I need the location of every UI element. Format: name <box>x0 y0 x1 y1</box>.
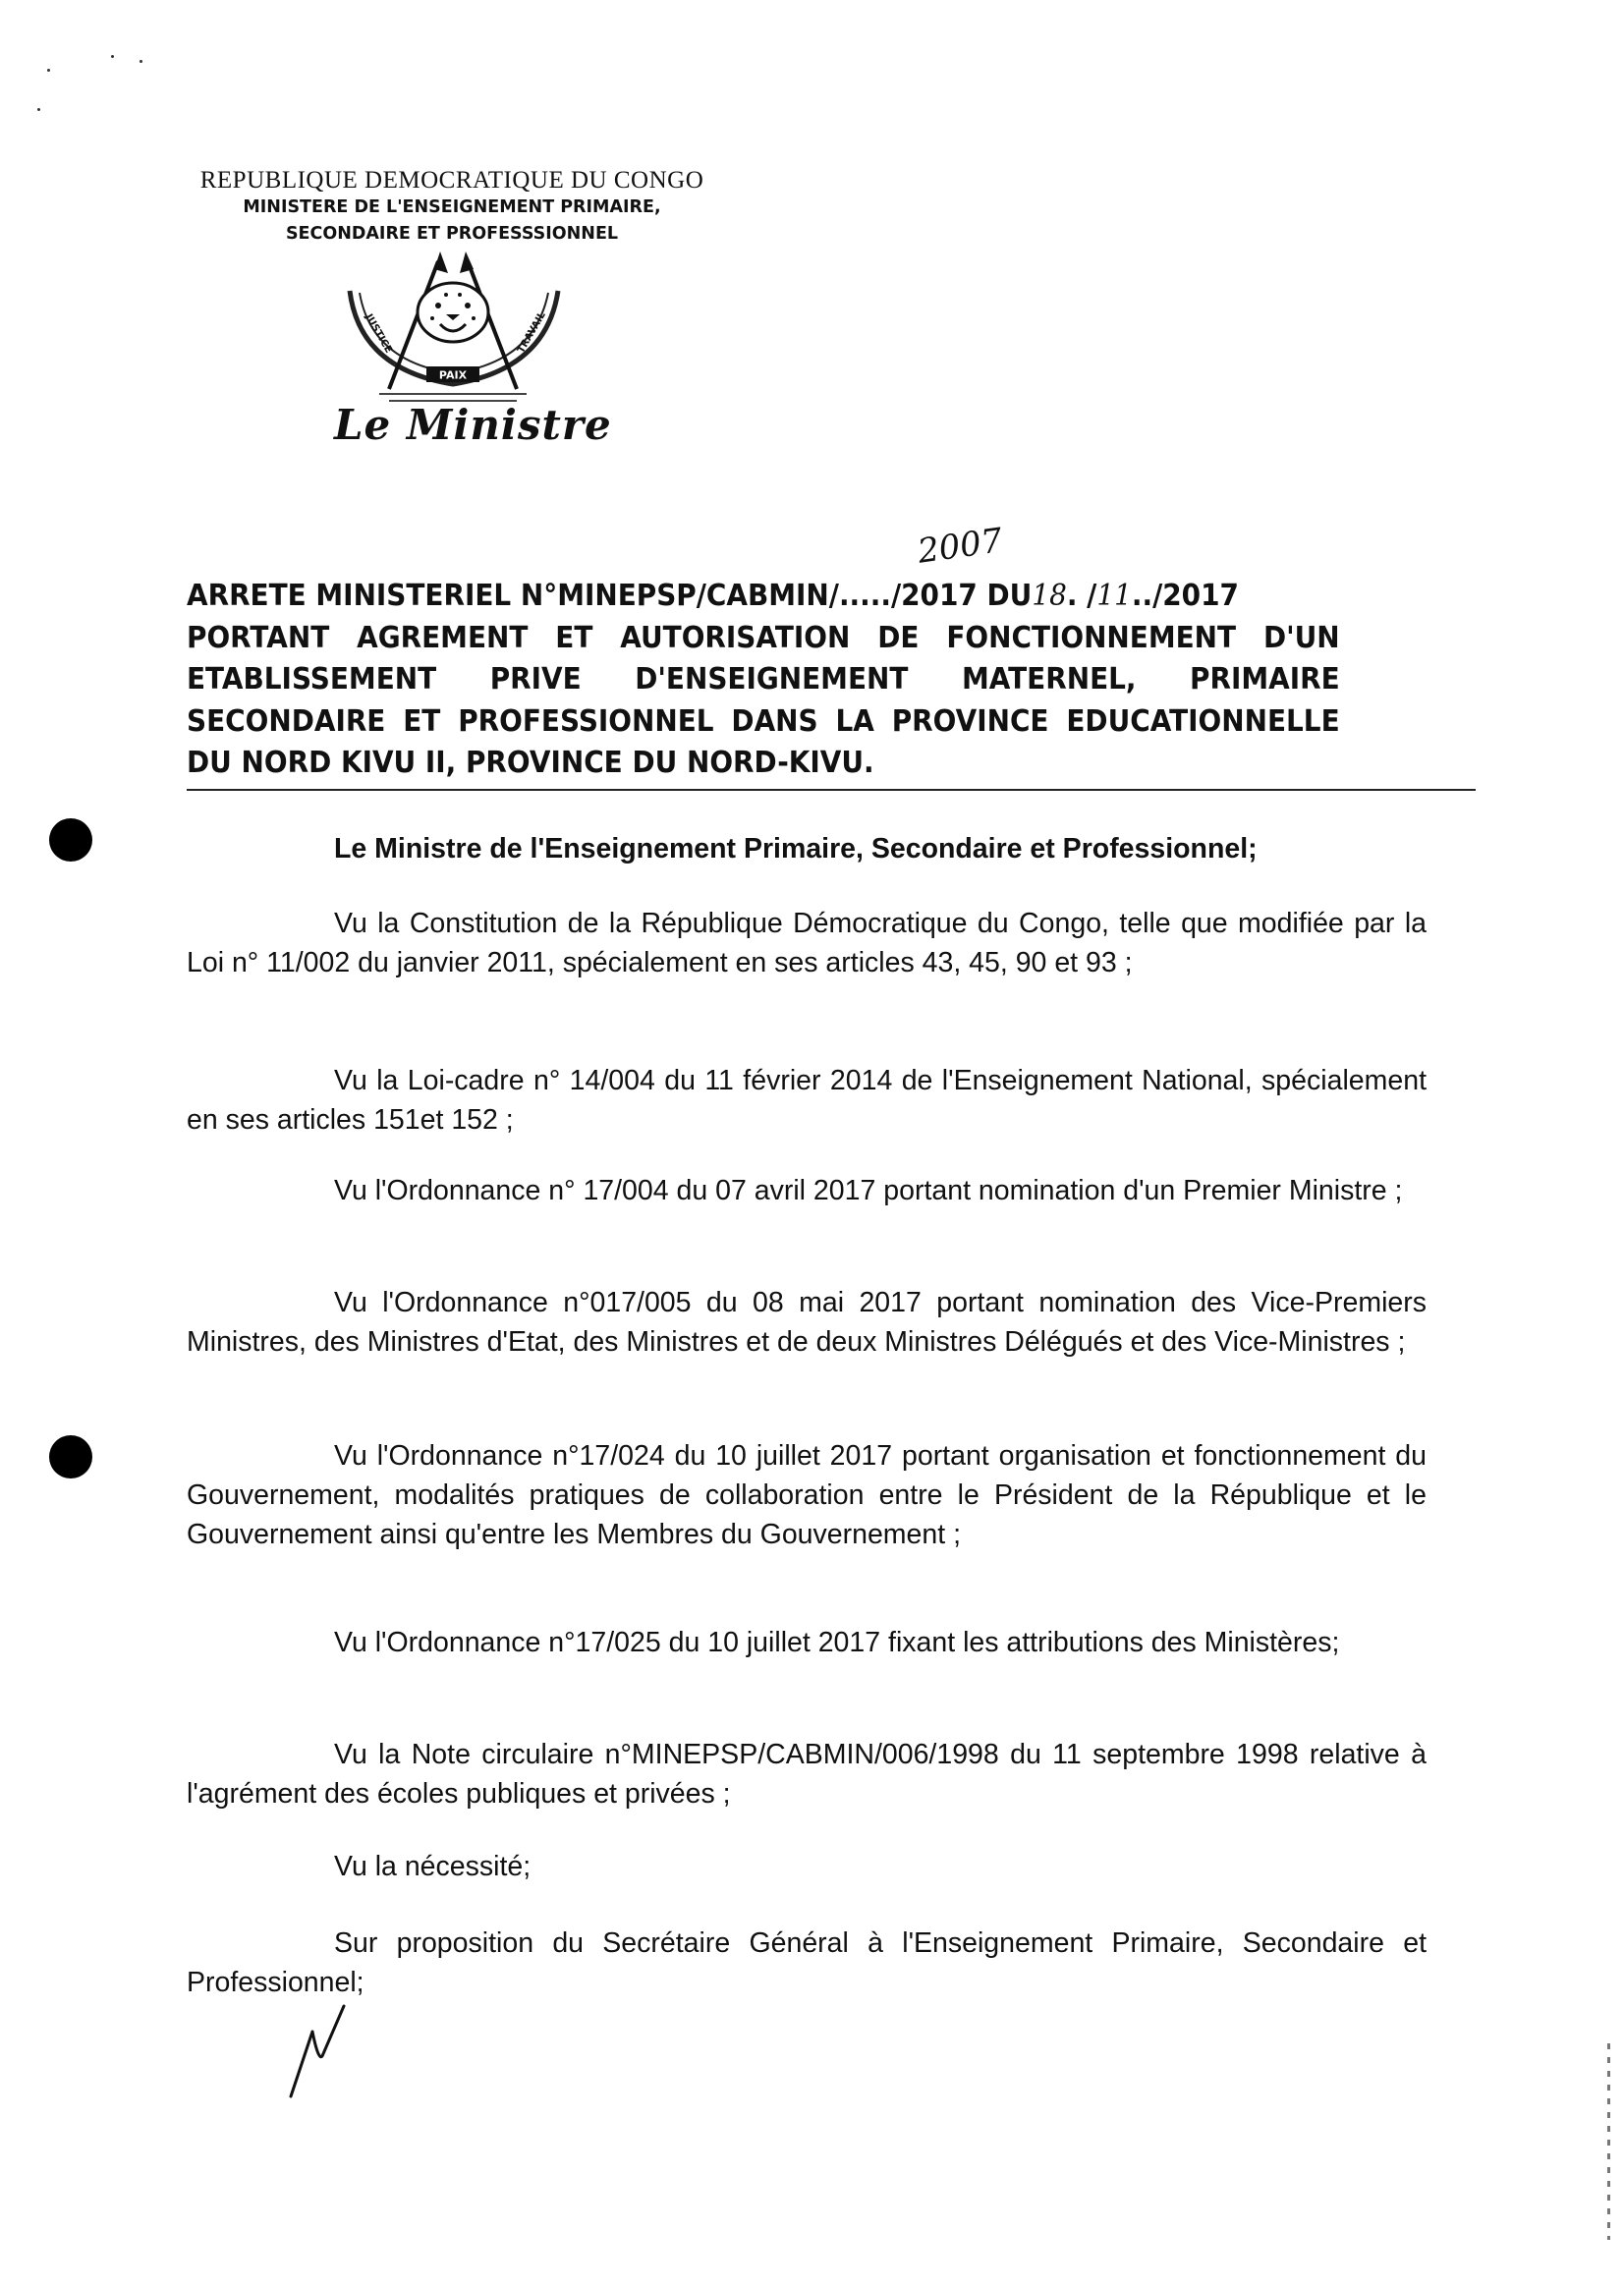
minister-signature-title: Le Ministre <box>334 401 612 449</box>
emblem-motto-right: TRAVAIL <box>516 309 548 356</box>
emblem-motto-left: JUSTICE <box>363 312 394 356</box>
coat-of-arms-emblem <box>330 251 576 409</box>
handwritten-decree-number: 2007 <box>915 521 1005 572</box>
paragraph-ordonnance-organisation: Vu l'Ordonnance n°17/024 du 10 juillet 2017 portant organisation et fonctionnement du Gouvernement, modalités pratiques de collaboration entre le Président de la République et le Gouvernement ainsi qu'entre les Membres du Gouvernement ; <box>187 1440 1427 1550</box>
handwritten-paraph <box>283 2002 362 2100</box>
handwritten-day: 18 <box>1032 579 1067 613</box>
header-country: REPUBLIQUE DEMOCRATIQUE DU CONGO <box>199 167 704 194</box>
punch-hole-mark <box>49 1435 92 1478</box>
title-line-5: DU NORD KIVU II, PROVINCE DU NORD-KIVU. <box>187 746 874 780</box>
title-underline <box>187 789 1476 791</box>
header-ministry-line2: SECONDAIRE ET PROFESSSIONNEL <box>285 224 619 244</box>
title-line-4: SECONDAIRE ET PROFESSIONNEL DANS LA PROVINCE EDUCATIONNELLE <box>187 703 1340 739</box>
title-line1-number: ...../2017 DU <box>838 579 1033 613</box>
paragraph-ordonnance-ministres: Vu l'Ordonnance n°017/005 du 08 mai 2017 portant nomination des Vice-Premiers Ministres, des Ministres d'Etat, des Ministres et de deux Ministres Délégués et des Vice-Ministres ; <box>187 1287 1427 1358</box>
paragraph-proposition: Sur proposition du Secrétaire Général à l'Enseignement Primaire, Secondaire et Professionnel; <box>187 1927 1427 1998</box>
paragraph-ordonnance-premier-ministre: Vu l'Ordonnance n° 17/004 du 07 avril 2017 portant nomination d'un Premier Ministre ; <box>334 1175 1403 1206</box>
paragraph-ordonnance-attributions: Vu l'Ordonnance n°17/025 du 10 juillet 2017 fixant les attributions des Ministères; <box>334 1627 1340 1658</box>
emblem-motto-center: PAIX <box>438 368 468 382</box>
scan-speck <box>140 60 142 63</box>
title-line-3: ETABLISSEMENT PRIVE D'ENSEIGNEMENT MATERNEL, PRIMAIRE <box>187 662 1340 697</box>
decree-title <box>187 576 1340 785</box>
margin-scan-mark <box>1607 2043 1610 2240</box>
title-line-1 <box>187 576 1340 618</box>
punch-hole-mark <box>49 818 92 862</box>
title-line1-year: ../2017 <box>1131 579 1239 613</box>
scan-speck <box>37 108 40 111</box>
scan-speck <box>47 69 50 72</box>
title-date-separator: . / <box>1066 579 1097 613</box>
handwritten-month: 11 <box>1096 579 1132 613</box>
scan-speck <box>111 55 114 58</box>
paragraph-note-circulaire: Vu la Note circulaire n°MINEPSP/CABMIN/006/1998 du 11 septembre 1998 relative à l'agrément des écoles publiques et privées ; <box>187 1739 1427 1810</box>
paragraph-loi-cadre: Vu la Loi-cadre n° 14/004 du 11 février 2014 de l'Enseignement National, spécialement en ses articles 151et 152 ; <box>187 1065 1427 1136</box>
paragraph-constitution: Vu la Constitution de la République Démocratique du Congo, telle que modifiée par la Loi n° 11/002 du janvier 2011, spécialement en ses articles 43, 45, 90 et 93 ; <box>187 908 1427 978</box>
title-line-2: PORTANT AGREMENT ET AUTORISATION DE FONCTIONNEMENT D'UN <box>187 620 1340 655</box>
paragraph-necessite: Vu la nécessité; <box>334 1851 532 1882</box>
header-ministry-line1: MINISTERE DE L'ENSEIGNEMENT PRIMAIRE, <box>243 197 661 217</box>
preamble: Le Ministre de l'Enseignement Primaire, Secondaire et Professionnel; <box>334 833 1258 865</box>
title-line1-prefix: ARRETE MINISTERIEL N°MINEPSP/CABMIN/ <box>187 579 839 613</box>
